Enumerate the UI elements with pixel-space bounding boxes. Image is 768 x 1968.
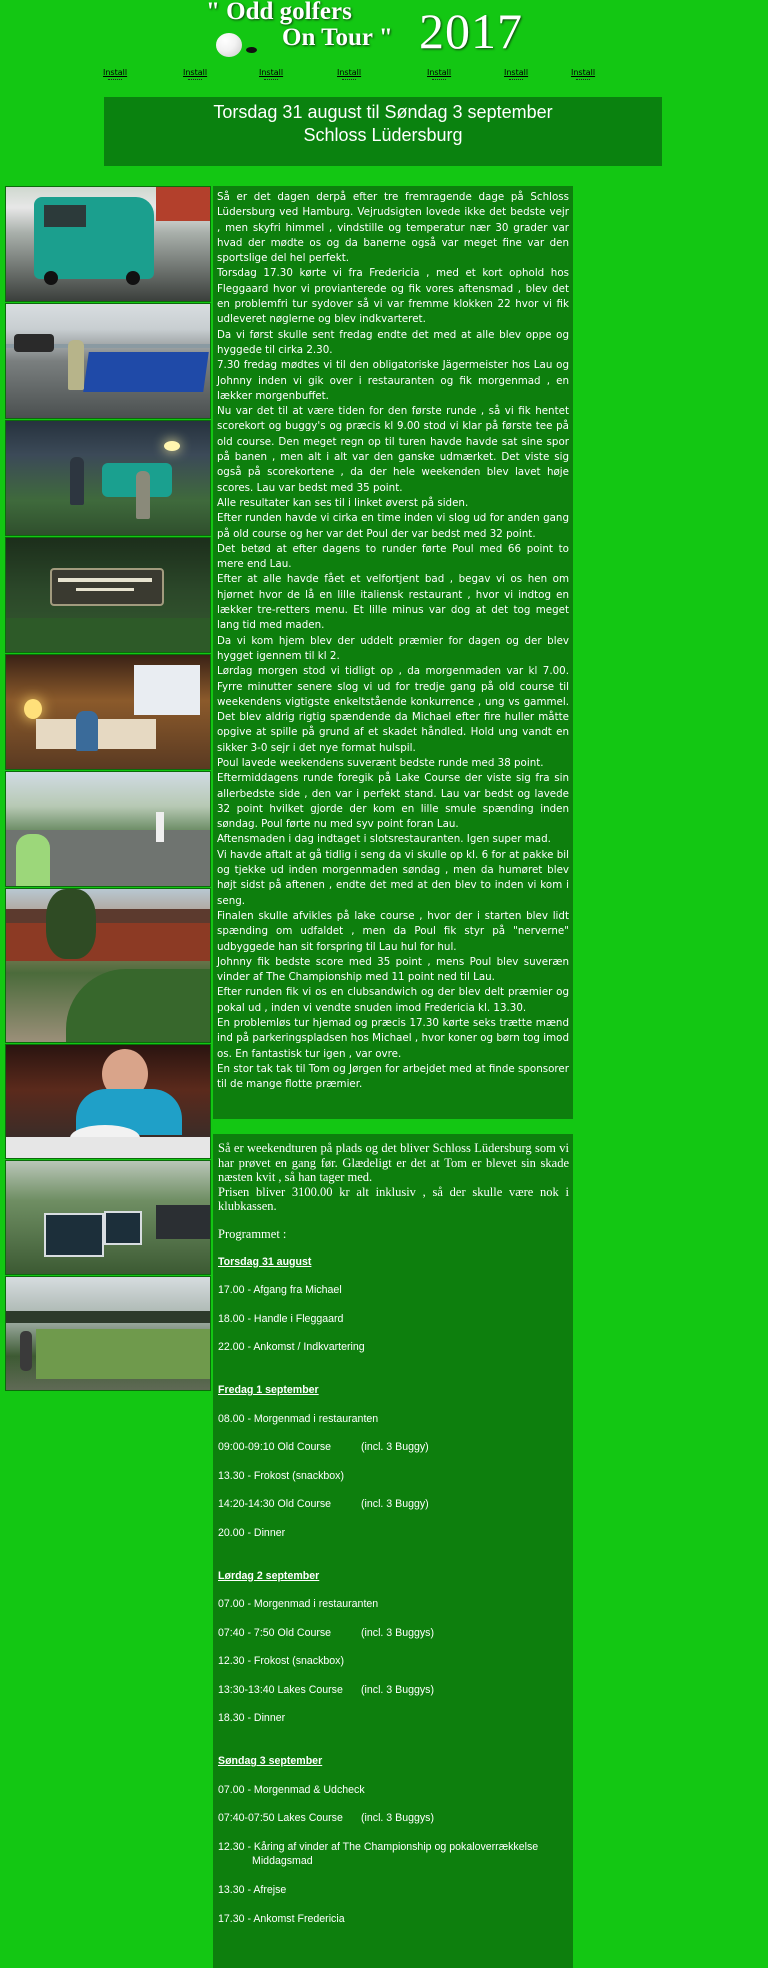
program-item: 12.30 - Frokost (snackbox): [218, 1655, 344, 1668]
nav-link-6[interactable]: Install: [504, 68, 528, 83]
nav-link-5[interactable]: Install: [427, 68, 451, 83]
program-day-title: Lørdag 2 september: [218, 1569, 320, 1582]
report-paragraph: Da vi først skulle sent fredag endte det med at alle blev oppe og hyggede til cirka 2.30.: [217, 328, 569, 356]
nav-link-1[interactable]: Install: [103, 68, 127, 83]
report-paragraph: Efter at alle havde fået et velfortjent bad , begav vi os hen om hjørnet hvor de lå en lille italiensk restaurant , hvor vi indtog en lækker tre-retters menu. Et lille minus var dog at det tog meget lang tid med maden.: [217, 573, 569, 632]
report-paragraph: En stor tak tak til Tom og Jørgen for arbejdet med at finde sponsorer til de mange flotte præmier.: [217, 1062, 569, 1091]
program-section: [213, 1134, 573, 1968]
program-day-title: Fredag 1 september: [218, 1383, 319, 1396]
report-paragraph: Johnny fik bedste score med 35 point , mens Poul blev suveræn vinder af The Championship med 11 point ned til Lau.: [217, 955, 569, 984]
report-paragraph: Eftermiddagens runde foregik på Lake Course der viste sig fra sin allerbedste side , den var i perfekt stand. Lau var bedst og lavede 32 point hvilket gjorde der kom en lille smule spænding inden søndag. Poul førte nu med syv point foran Lau.: [217, 772, 569, 831]
photo-golf-buggies: [5, 1160, 211, 1275]
site-title-line2: On Tour ": [282, 24, 393, 51]
program-item: 14:20-14:30 Old Course (incl. 3 Buggy): [218, 1498, 429, 1511]
report-paragraph: Poul lavede weekendens suverænt bedste runde med 38 point.: [217, 756, 544, 769]
page-title-box: [104, 97, 662, 166]
photo-courtyard-golfer: [5, 771, 211, 887]
report-paragraph: Nu var det til at være tiden for den første runde , så vi fik hentet scorekort og buggy's og præcis kl 9.00 stod vi klar på første tee på old course. Den meget regn op til turen havde havde sat sine spor på banen , men alt i alt var den ganske udmærket. Det viste sig også på scorekortene , da der hele weekenden blev lavet høje scores. Lau var bedst med 35 point.: [217, 405, 569, 494]
program-item: 18.00 - Handle i Fleggaard: [218, 1312, 344, 1325]
golf-ball-logo-icon: [216, 33, 242, 57]
photo-golfclub-sign: [5, 537, 211, 653]
program-item: 13:30-13:40 Lakes Course (incl. 3 Buggys): [218, 1683, 435, 1696]
program-item: 20.00 - Dinner: [218, 1526, 286, 1539]
program-item: 07:40-07:50 Lakes Course (incl. 3 Buggys): [218, 1812, 435, 1825]
report-paragraph: Torsdag 17.30 kørte vi fra Fredericia , med et kort ophold hos Fleggaard hvor vi provianterede og fik vores aftensmad , blev det en problemfri tur sydover så vi var fremme klokken 22 hvor vi fik udleveret nøglerne og blev indkvarteret.: [217, 267, 569, 326]
program-item: 17.30 - Ankomst Fredericia: [218, 1912, 345, 1925]
program-item: 22.00 - Ankomst / Indkvartering: [218, 1341, 365, 1354]
nav-link-4[interactable]: Install: [337, 68, 361, 83]
site-header: [0, 0, 768, 90]
report-paragraph: Aftensmaden i dag indtaget i slotsrestauranten. Igen super mad.: [217, 833, 551, 846]
program-item: 18.30 - Dinner: [218, 1712, 286, 1725]
report-paragraph: 7.30 fredag mødtes vi til den obligatoriske Jägermeister hos Lau og Johnny inden vi gik over i restauranten og fik morgenmad , en lækker morgenbuffet.: [217, 359, 569, 402]
program-intro: Så er weekendturen på plads og det bliver Schloss Lüdersburg som vi har prøvet en gang før. Glædeligt er det at Tom er blevet sin skade næsten kvit , så han tager med.: [218, 1141, 569, 1185]
nav-link-3[interactable]: Install: [259, 68, 283, 83]
report-paragraph: Vi havde aftalt at gå tidlig i seng da vi skulle op kl. 6 for at pakke bil og tjekke ud inden morgenmaden søndag , men da humøret blev højt sidst på aftenen , endte det med at den blev to inden vi kom i seng.: [217, 848, 569, 907]
photo-lunch-golfer: [5, 1044, 211, 1159]
golf-hole-icon: [246, 47, 257, 53]
program-item: 09:00-09:10 Old Course (incl. 3 Buggy): [218, 1441, 429, 1454]
program-item: 08.00 - Morgenmad i restauranten: [218, 1412, 379, 1425]
report-paragraph: En problemløs tur hjemad og præcis 17.30 kørte seks trætte mænd ind på parkeringspladsen hos Michael , hvor koner og børn tog imod os. En fantastisk tur igen , var ovre.: [217, 1017, 569, 1060]
program-item: 07.00 - Morgenmad i restauranten: [218, 1598, 379, 1611]
program-item: 07:40 - 7:50 Old Course (incl. 3 Buggys): [218, 1626, 435, 1639]
report-paragraph: Så er det dagen derpå efter tre fremragende dage på Schloss Lüdersburg ved Hamburg. Vejrudsigten lovede ikke det bedste vejr , men skyfri himmel , vindstille og temperatur nær 30 grader var hvad der mødte os og da banerne også var meget fine var den sportslige del hel perfekt.: [217, 191, 569, 265]
program-item: 12.30 - Kåring af vinder af The Championship og pokaloverrækkelse: [218, 1840, 539, 1853]
program-label: Programmet :: [218, 1226, 287, 1241]
program-item-sub: Middagsmad: [252, 1855, 313, 1868]
report-paragraph: Lørdag morgen stod vi tidligt op , da morgenmaden var kl 7.00. Fyrre minutter senere slog vi ud for tredje gang på old course til weekendens vigtigste enkeltstående konkurrence , ung vs gammel. Det blev aldrig rigtig spændende da Michael efter fire huller måtte opgive at spille på grund af et skadet håndled. Hold ung vandt en sikker 3-0 sejr i det nye format hulspil.: [217, 665, 569, 754]
photo-castle-building: [5, 888, 211, 1043]
program-price: Prisen bliver 3100.00 kr alt inklusiv , så der skulle være nok i klubkassen.: [218, 1184, 569, 1214]
nav-link-2[interactable]: Install: [183, 68, 207, 83]
photo-restaurant-dinner: [5, 654, 211, 770]
page-subtitle: Schloss Lüdersburg: [303, 125, 463, 145]
report-paragraph: Det betød at efter dagens to runder førte Poul med 66 point to mere end Lau.: [217, 542, 569, 571]
photo-evening-arrival: [5, 420, 211, 536]
page-title: Torsdag 31 august til Søndag 3 september: [213, 102, 553, 122]
program-item: 13.30 - Frokost (snackbox): [218, 1469, 344, 1482]
nav-link-7[interactable]: Install: [571, 68, 595, 83]
report-paragraph: Efter runden fik vi os en clubsandwich og der blev delt præmier og pokal ud , inden vi vendte snuden imod Fredericia kl. 13.30.: [217, 986, 569, 1014]
site-title-line1: " Odd golfers: [206, 0, 352, 25]
photo-minibus: [5, 186, 211, 302]
report-paragraph: Da vi kom hjem blev der uddelt præmier for dagen og der blev hygget igennem til kl 2.: [217, 634, 569, 662]
program-item: 13.30 - Afrejse: [218, 1884, 287, 1897]
program-day-title: Torsdag 31 august: [218, 1255, 312, 1268]
photo-trailer: [5, 303, 211, 419]
program-item: 17.00 - Afgang fra Michael: [218, 1284, 342, 1297]
report-paragraph: Efter runden havde vi cirka en time inden vi slog ud for anden gang på old course og her var det Poul der var bedst med 32 point.: [217, 512, 569, 540]
program-item: 07.00 - Morgenmad & Udcheck: [218, 1783, 365, 1796]
photo-golf-course: [5, 1276, 211, 1391]
site-year: 2017: [419, 3, 523, 59]
report-paragraph: Alle resultater kan ses til i linket øverst på siden.: [217, 496, 469, 509]
tour-report-text: [213, 186, 573, 1119]
program-day-title: Søndag 3 september: [218, 1755, 323, 1768]
report-paragraph: Finalen skulle afvikles på lake course , hvor der i starten blev lidt spænding om udfaldet , men da Poul fik styr på "nerverne" udbyggede han sit forspring til Lau hul for hul.: [217, 909, 569, 953]
